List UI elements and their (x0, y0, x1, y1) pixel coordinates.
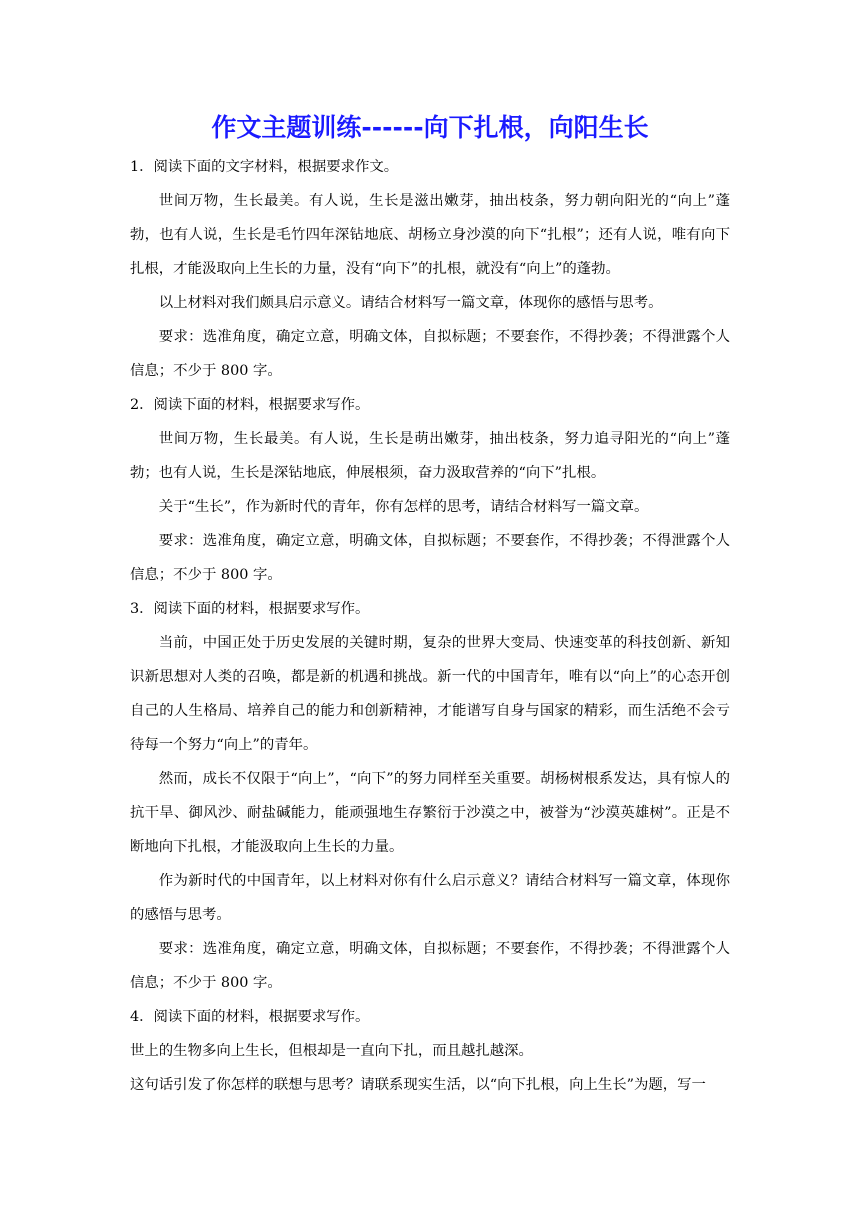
question-2-material: 世间万物，生长最美。有人说，生长是萌出嫩芽，抽出枝条，努力追寻阳光的“向上”蓬勃；也有人说，生长是深钻地底，伸展根须，奋力汲取营养的“向下”扎根。 (130, 431, 730, 481)
question-3-material-2: 然而，成长不仅限于“向上”，“向下”的努力同样至关重要。胡杨树根系发达，具有惊人的抗干旱、御风沙、耐盐碱能力，能顽强地生存繁衍于沙漠之中，被誉为“沙漠英雄树”。正是不断地向下扎根，才能汲取向上生长的力量。 (130, 771, 730, 855)
question-3-requirements: 要求：选准角度，确定立意，明确文体，自拟标题；不要套作，不得抄袭；不得泄露个人信息；不少于 800 字。 (130, 941, 730, 991)
question-4-heading: 4．阅读下面的材料，根据要求写作。 (130, 1009, 370, 1025)
question-1-requirements: 要求：选准角度，确定立意，明确文体，自拟标题；不要套作，不得抄袭；不得泄露个人信息；不少于 800 字。 (130, 329, 730, 379)
question-3-material-1: 当前，中国正处于历史发展的关键时期，复杂的世界大变局、快速变革的科技创新、新知识新思想对人类的召唤，都是新的机遇和挑战。新一代的中国青年，唯有以“向上”的心态开创自己的人生格局、培养自己的能力和创新精神，才能谱写自身与国家的精彩，而生活绝不会亏待每一个努力“向上”的青年。 (130, 635, 730, 753)
question-4-material: 世上的生物多向上生长，但根却是一直向下扎，而且越扎越深。 (130, 1043, 533, 1059)
question-1-material: 世间万物，生长最美。有人说，生长是滋出嫩芽，抽出枝条，努力朝向阳光的“向上”蓬勃，也有人说，生长是毛竹四年深钻地底、胡杨立身沙漠的向下“扎根”；还有人说，唯有向下扎根，才能汲取向上生长的力量，没有“向下”的扎根，就没有“向上”的蓬勃。 (130, 193, 730, 277)
question-1-prompt: 以上材料对我们颇具启示意义。请结合材料写一篇文章，体现你的感悟与思考。 (158, 295, 663, 311)
question-3-prompt: 作为新时代的中国青年，以上材料对你有什么启示意义？请结合材料写一篇文章，体现你的感悟与思考。 (130, 873, 730, 923)
question-1-heading: 1．阅读下面的文字材料，根据要求作文。 (130, 159, 399, 175)
page-title: 作文主题训练------向下扎根，向阳生长 (211, 113, 649, 142)
question-2-requirements: 要求：选准角度，确定立意，明确文体，自拟标题；不要套作，不得抄袭；不得泄露个人信息；不少于 800 字。 (130, 533, 730, 583)
document-body (130, 150, 730, 1102)
question-2-prompt: 关于“生长”，作为新时代的青年，你有怎样的思考，请结合材料写一篇文章。 (158, 499, 649, 515)
question-2-heading: 2．阅读下面的材料，根据要求写作。 (130, 397, 370, 413)
question-4-prompt: 这句话引发了你怎样的联想与思考？请联系现实生活，以“向下扎根，向上生长”为题，写一 (130, 1077, 706, 1093)
question-3-heading: 3．阅读下面的材料，根据要求写作。 (130, 601, 370, 617)
